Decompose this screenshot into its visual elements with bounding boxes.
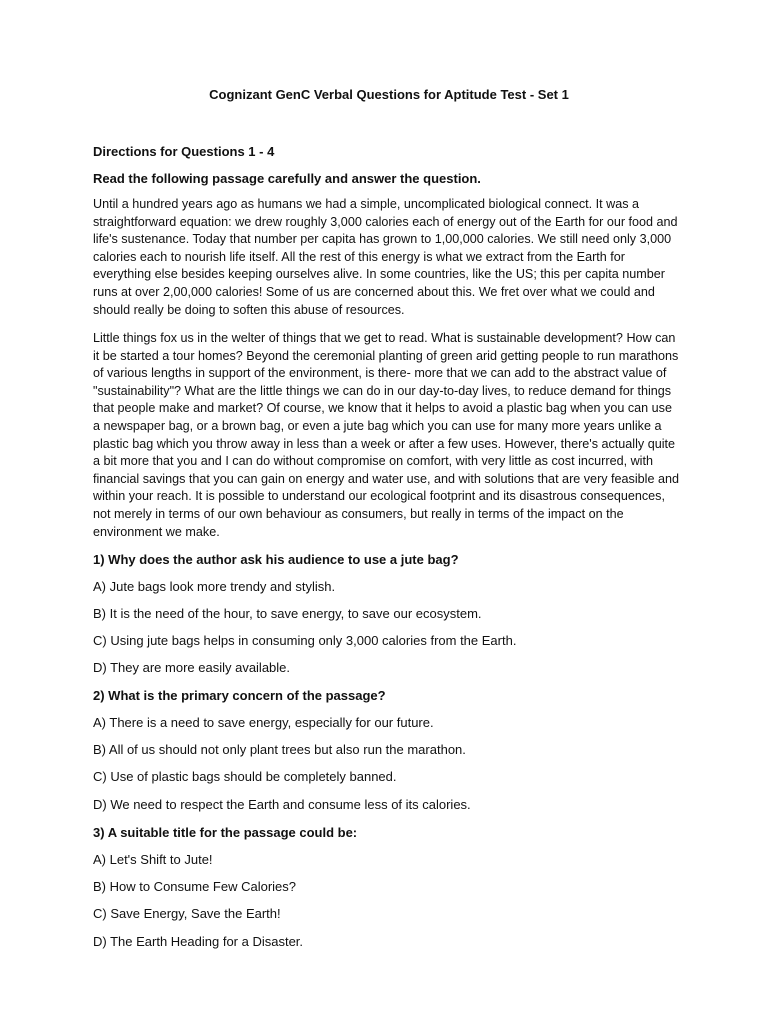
directions-heading: Directions for Questions 1 - 4 [93,144,275,159]
question-2-option-d: D) We need to respect the Earth and consume less of its calories. [93,797,471,812]
question-2-option-b: B) All of us should not only plant trees but also run the marathon. [93,742,466,757]
question-1: 1) Why does the author ask his audience to use a jute bag? [93,552,459,567]
question-1-option-d: D) They are more easily available. [93,660,291,675]
passage-paragraph-2: Little things fox us in the welter of things that we get to read. What is sustainable development? How can it be started a tour homes? Beyond the ceremonial planting of green arid getting people to run marathons of various lengths in support of the environment, is there- more that we can add to the abstract value of "sustainability"? What are the little things we can do in our day-to-day lives, to reduce demand for things that people make and market? Of course, we know that it helps to avoid a plastic bag when you can use a newspaper bag, or a brown bag, or even a jute bag which you can use for many more years unlike a plastic bag which you throw away in less than a week or after a few uses. However, there's actually quite a bit more that you and I can do without compromise on comfort, with very little as cost incurred, with financial savings that you can gain on energy and water use, and with solutions that are very feasible and within your reach. It is possible to understand our ecological footprint and its disastrous consequences, not merely in terms of our own behaviour as consumers, but really in terms of the impact on the environment we make. [93,331,679,539]
question-2: 2) What is the primary concern of the passage? [93,688,386,703]
document-title: Cognizant GenC Verbal Questions for Aptitude Test - Set 1 [209,87,569,102]
question-2-option-c: C) Use of plastic bags should be completely banned. [93,769,397,784]
question-2-option-a: A) There is a need to save energy, especially for our future. [93,715,434,730]
question-3: 3) A suitable title for the passage could be: [93,825,358,840]
question-1-option-b: B) It is the need of the hour, to save energy, to save our ecosystem. [93,606,482,621]
question-3-option-a: A) Let's Shift to Jute! [93,852,213,867]
question-1-option-c: C) Using jute bags helps in consuming only 3,000 calories from the Earth. [93,633,517,648]
instruction-text: Read the following passage carefully and answer the question. [93,171,481,186]
question-3-option-d: D) The Earth Heading for a Disaster. [93,934,304,949]
question-3-option-b: B) How to Consume Few Calories? [93,879,297,894]
question-1-option-a: A) Jute bags look more trendy and stylish. [93,579,336,594]
question-3-option-c: C) Save Energy, Save the Earth! [93,906,281,921]
document-page [93,0,685,1024]
passage-paragraph-1: Until a hundred years ago as humans we had a simple, uncomplicated biological connect. It was a straightforward equation: we drew roughly 3,000 calories each of energy out of the Earth for our food and life's sustenance. Today that number per capita has grown to 1,00,000 calories. We still need only 3,000 calories each to nourish life itself. All the rest of this energy is what we extract from the Earth for everything else besides keeping ourselves alive. In some countries, like the US; this per capita number runs at over 2,00,000 calories! Some of us are concerned about this. We fret over what we could and should really be doing to soften this abuse of resources. [93,197,678,317]
